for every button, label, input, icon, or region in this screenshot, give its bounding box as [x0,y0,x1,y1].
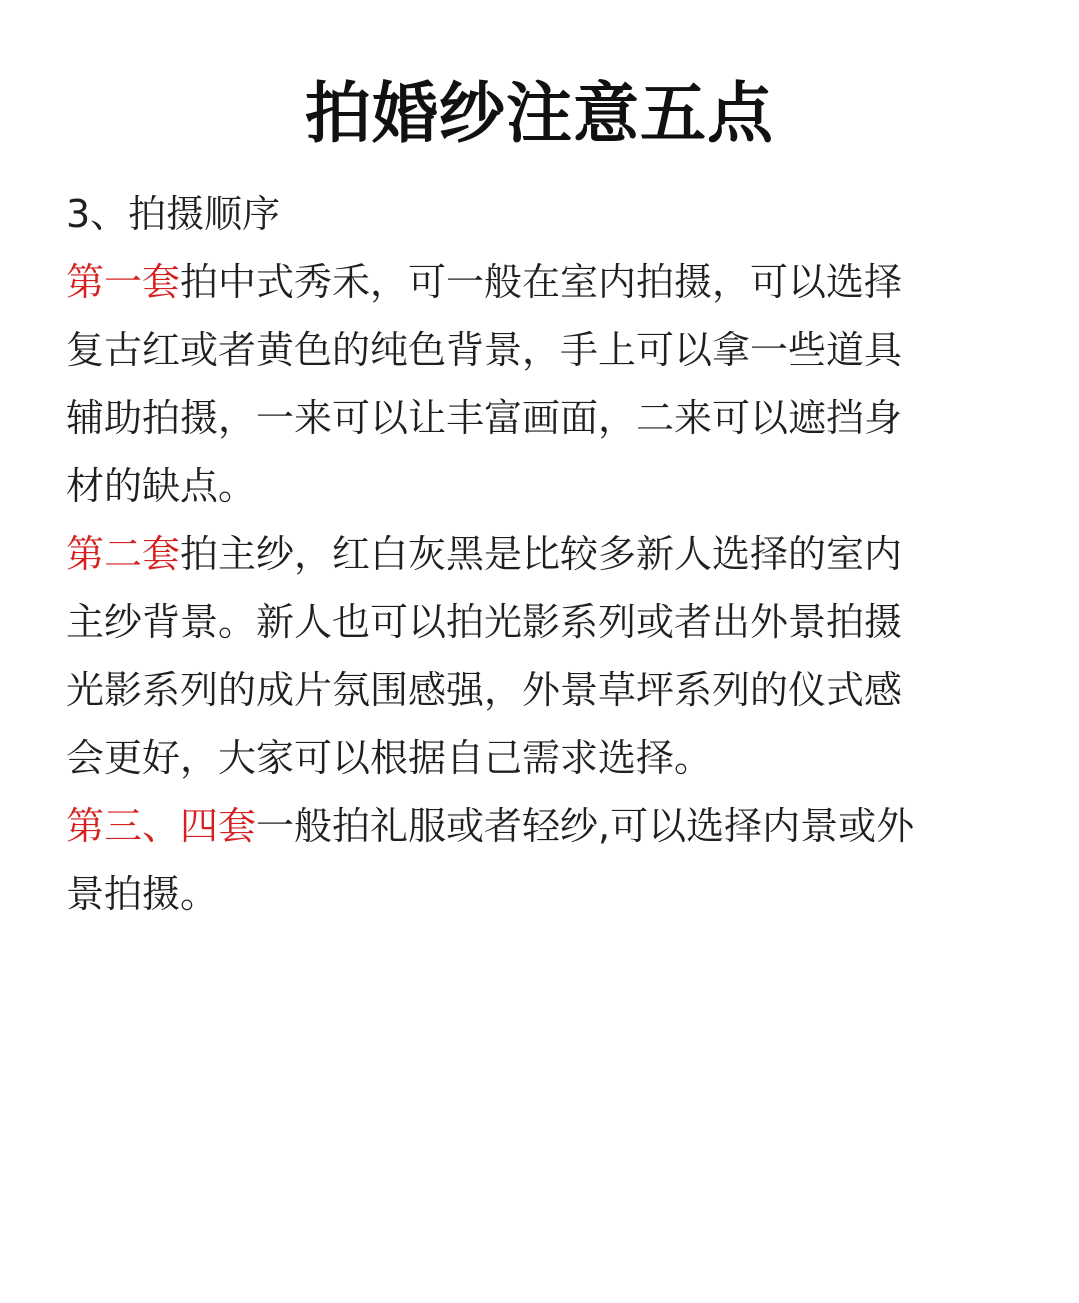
paragraph-line [66,248,1001,316]
line-text: 拍主纱，红白灰黑是比较多新人选择的室内 [180,532,903,576]
article-content [66,180,1001,928]
line-text: 拍中式秀禾，可一般在室内拍摄，可以选择 [180,260,903,304]
paragraph-line [66,792,1001,860]
page-title: 拍婚纱注意五点 [305,75,774,153]
paragraph-line [66,520,1001,588]
paragraph-line: 材的缺点。 [66,464,257,508]
paragraph-line: 会更好，大家可以根据自己需求选择。 [66,736,713,780]
set-keyword: 第一套 [66,260,181,304]
paragraph-line: 主纱背景。新人也可以拍光影系列或者出外景拍摄 [66,600,903,644]
set-keyword: 第三、四套 [66,804,257,848]
paragraph-third-fourth-set [66,792,1001,928]
paragraph-line: 复古红或者黄色的纯色背景，手上可以拿一些道具 [66,328,903,372]
paragraph-line: 光影系列的成片氛围感强，外景草坪系列的仪式感 [66,668,903,712]
paragraph-line: 景拍摄。 [66,872,219,916]
line-text: 一般拍礼服或者轻纱,可以选择内景或外 [256,804,915,848]
set-keyword: 第二套 [66,532,181,576]
paragraph-first-set [66,248,1001,520]
paragraph-second-set [66,520,1001,792]
section-heading: 3、拍摄顺序 [66,192,281,236]
paragraph-line: 辅助拍摄，一来可以让丰富画面，二来可以遮挡身 [66,396,903,440]
